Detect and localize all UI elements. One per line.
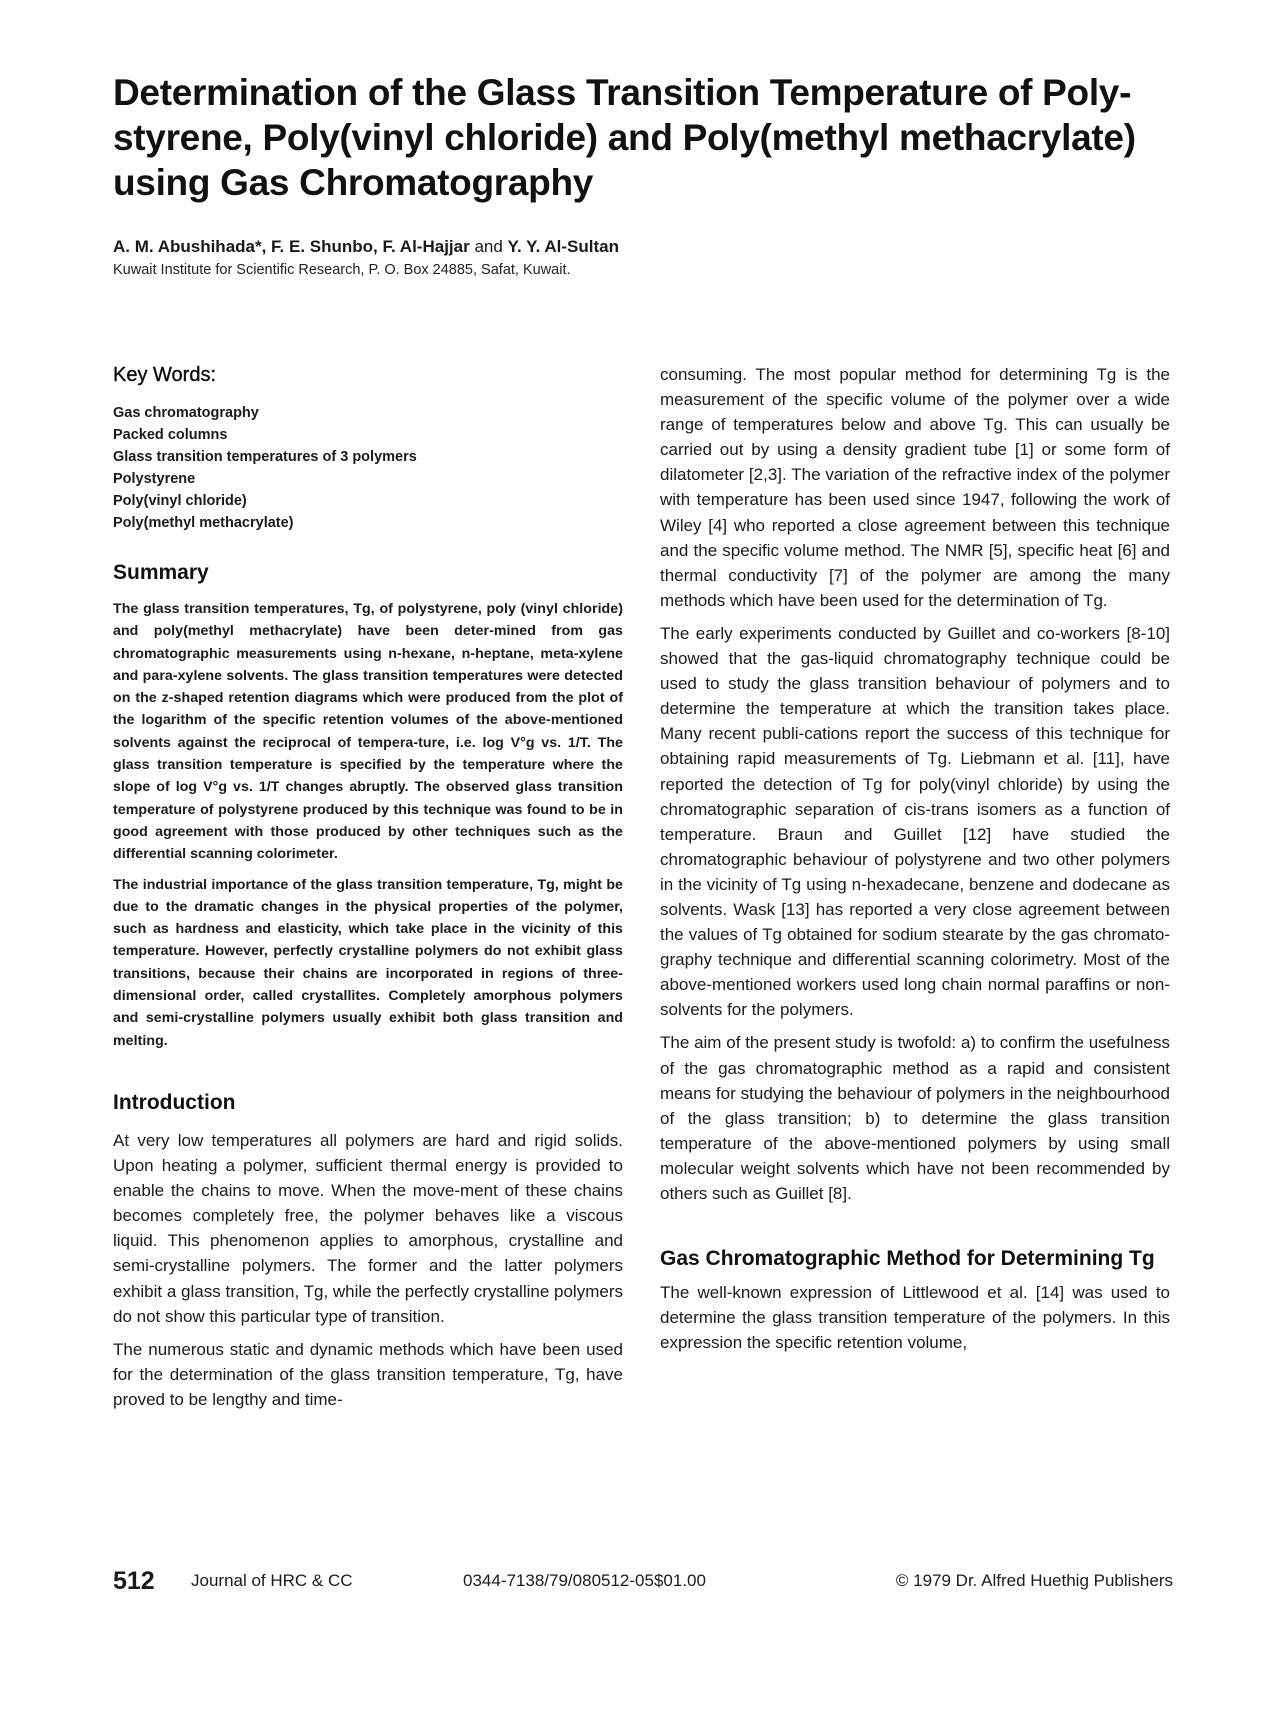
authors-last: Y. Y. Al-Sultan <box>507 237 620 256</box>
key-word-item: Poly(vinyl chloride) <box>113 493 247 509</box>
article-code: 0344-7138/79/080512-05$01.00 <box>463 1571 706 1590</box>
article-title: Determination of the Glass Transition Temperature of Poly-styrene, Poly(vinyl chloride) and Poly(methyl methacrylate) using Gas Chromatography <box>113 72 1136 203</box>
body-paragraph-early-experiments: The early experiments conducted by Guillet and co-workers [8-10] showed that the gas-liquid chromatography technique could be used to study the glass transition behaviour of polymers and to determine the temperature at which the transition takes place. Many recent publi-cations report the success of this technique for obtaining rapid measurements of Tg. Liebmann et al. [11], have reported the detection of Tg for poly(vinyl chloride) by using the chromatographic separation of cis-trans isomers as a function of temperature. Braun and Guillet [12] have studied the chromatographic behaviour of polystyrene and two other polymers in the vicinity of Tg using n-hexadecane, benzene and dodecane as solvents. Wask [13] has reported a very close agreement between the values of Tg obtained for sodium stearate by the gas chromato-graphy technique and differential scanning colorimetry. Most of the above-mentioned workers used long chain normal paraffins or non-solvents for the polymers. <box>660 623 1170 1020</box>
author-affiliation: Kuwait Institute for Scientific Research, P. O. Box 24885, Safat, Kuwait. <box>113 262 571 278</box>
key-word-item: Glass transition temperatures of 3 polymers <box>113 449 417 465</box>
summary-paragraph-2: The industrial importance of the glass transition temperature, Tg, might be due to the dramatic changes in the physical properties of the polymer, such as hardness and elasticity, which take place in the vicinity of this temperature. However, perfectly crystalline polymers do not exhibit glass transitions, because their chains are incorporated in regions of three-dimensional order, called crystallites. Completely amorphous polymers and semi-crystalline polymers usually exhibit both glass transition and melting. <box>113 876 623 1049</box>
key-word-item: Poly(methyl methacrylate) <box>113 515 294 531</box>
journal-name: Journal of HRC & CC <box>191 1571 353 1590</box>
key-words-heading: Key Words: <box>113 364 216 386</box>
right-column <box>660 362 1170 1355</box>
author-list <box>113 236 619 258</box>
body-paragraph-littlewood: The well-known expression of Littlewood et al. [14] was used to determine the glass transition temperature of the polymers. In this expression the specific retention volume, <box>660 1283 1170 1353</box>
key-word-item: Packed columns <box>113 427 228 443</box>
page-number: 512 <box>113 1567 155 1595</box>
authors-first: A. M. Abushihada*, F. E. Shunbo, F. Al-Hajjar <box>113 237 470 256</box>
body-paragraph-measurement-methods: consuming. The most popular method for determining Tg is the measurement of the specific volume of the polymer over a wide range of temperatures below and above Tg. This can usually be carried out by using a density gradient tube [1] or some form of dilatometer [2,3]. The variation of the refractive index of the polymer with temperature has been used since 1947, following the work of Wiley [4] who reported a close agreement between this technique and the specific volume method. The NMR [5], specific heat [6] and thermal conductivity [7] of the polymer are among the many methods which have been used for the determination of Tg. <box>660 365 1170 610</box>
authors-and: and <box>469 237 508 256</box>
introduction-paragraph-1: At very low temperatures all polymers are hard and rigid solids. Upon heating a polymer, sufficient thermal energy is provided to enable the chains to move. When the move-ment of these chains becomes completely free, the polymer behaves like a viscous liquid. This phenomenon applies to amorphous, crystalline and semi-crystalline polymers. The former and the latter polymers exhibit a glass transition, Tg, while the perfectly crystalline polymers do not show this particular type of transition. <box>113 1130 623 1326</box>
key-word-item: Gas chromatography <box>113 405 259 421</box>
summary-heading: Summary <box>113 561 209 584</box>
summary-paragraph-1: The glass transition temperatures, Tg, of polystyrene, poly (vinyl chloride) and poly(methyl methacrylate) have been deter-mined from gas chromatographic measurements using n-hexane, n-heptane, meta-xylene and para-xylene solvents. The glass transition temperatures were detected on the z-shaped retention diagrams which were produced from the plot of the logarithm of the specific retention volumes of the above-mentioned solvents against the reciprocal of tempera-ture, i.e. log V°g vs. 1/T. The glass transition temperature is specified by the temperature where the slope of log V°g vs. 1/T changes abruptly. The observed glass transition temperature of polystyrene produced by this technique was found to be in good agreement with those produced by other techniques such as the differential scanning colorimeter. <box>113 601 623 863</box>
key-word-item: Polystyrene <box>113 471 196 487</box>
page-footer <box>113 1566 1173 1596</box>
introduction-heading: Introduction <box>113 1090 236 1114</box>
key-words-list <box>113 402 623 534</box>
gc-method-heading: Gas Chromatographic Method for Determining Tg <box>660 1247 1155 1271</box>
copyright-notice: © 1979 Dr. Alfred Huethig Publishers <box>895 1571 1173 1590</box>
body-paragraph-study-aim: The aim of the present study is twofold: a) to confirm the usefulness of the gas chromatographic method as a rapid and consistent means for studying the behaviour of polymers in the neighbourhood of the glass transition; b) to determine the glass transition temperature of the above-mentioned polymers by using small molecular weight solvents which have not been recommended by others such as Guillet [8]. <box>660 1033 1170 1203</box>
left-column <box>113 362 623 1412</box>
introduction-paragraph-2: The numerous static and dynamic methods which have been used for the determination of the glass transition temperature, Tg, have proved to be lengthy and time- <box>113 1339 623 1409</box>
